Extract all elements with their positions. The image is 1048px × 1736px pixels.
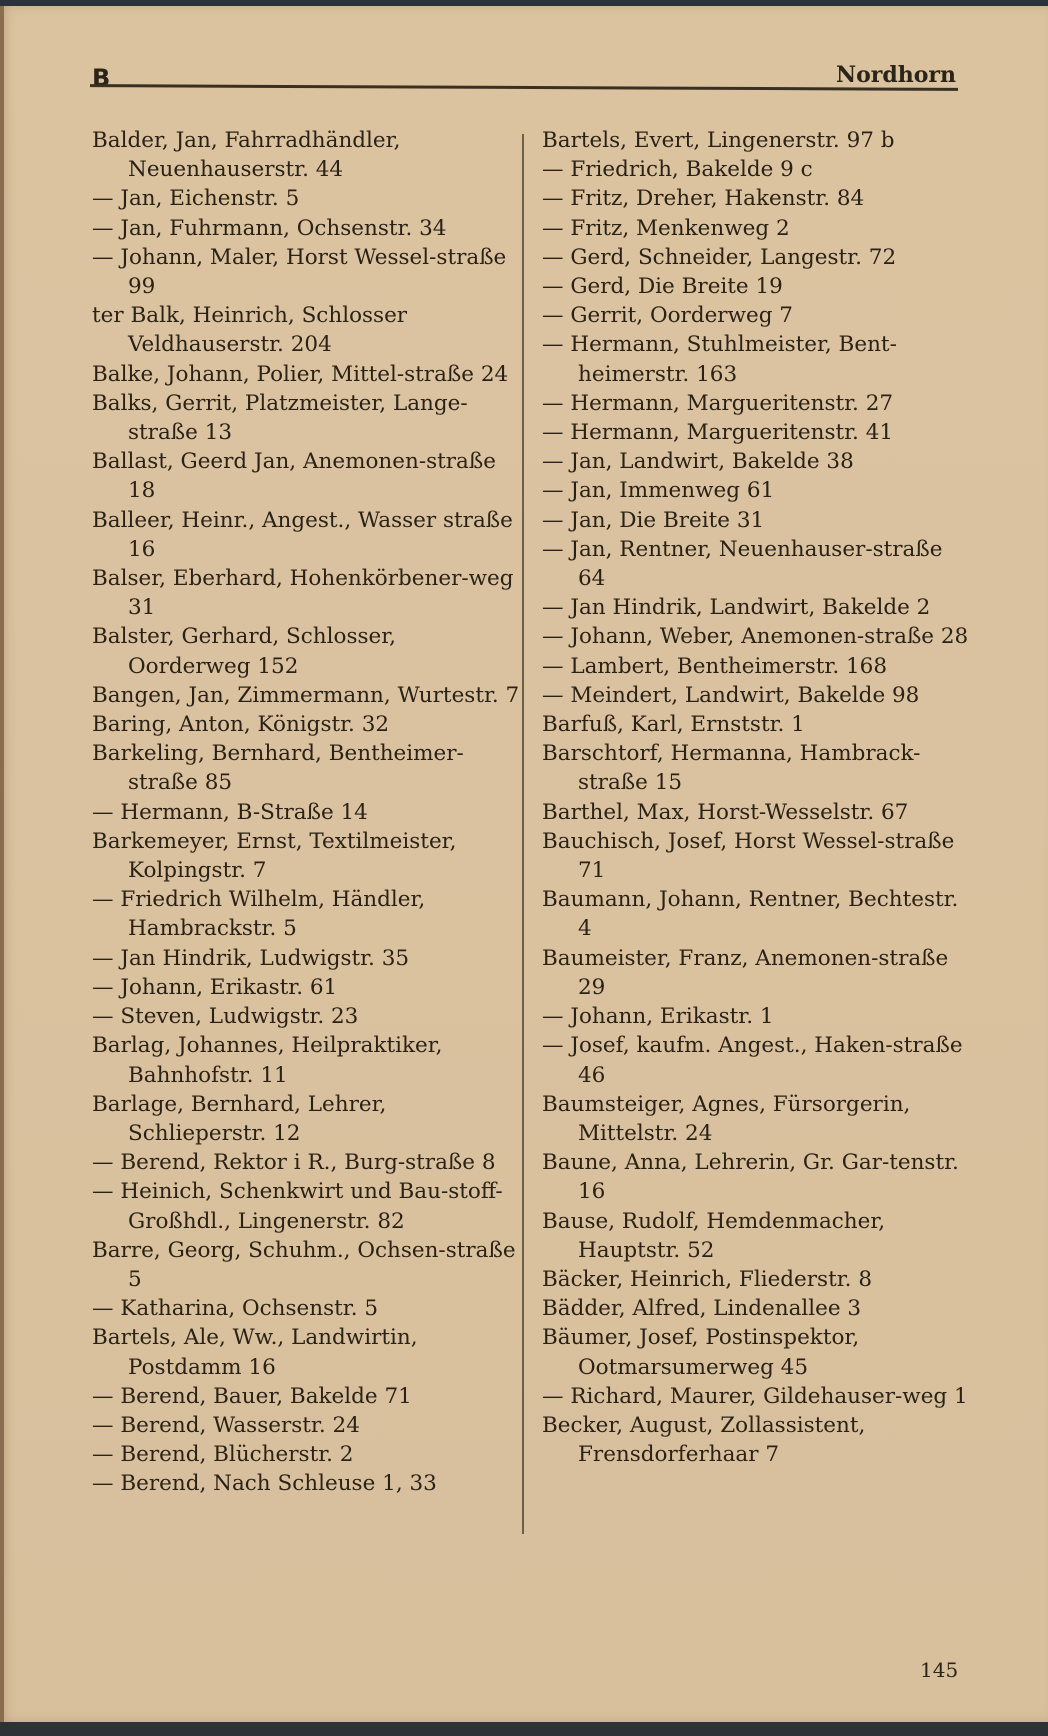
directory-entry: Bause, Rudolf, Hemdenmacher, Hauptstr. 52 bbox=[542, 1208, 886, 1263]
directory-entry: — Jan, Landwirt, Bakelde 38 bbox=[542, 449, 854, 475]
directory-entry: — Katharina, Ochsenstr. 5 bbox=[92, 1296, 379, 1322]
directory-entry: — Steven, Ludwigstr. 23 bbox=[92, 1004, 359, 1030]
left-column bbox=[92, 126, 522, 1499]
directory-entry: — Berend, Nach Schleuse 1, 33 bbox=[92, 1471, 437, 1497]
directory-entry: Bartels, Ale, Ww., Landwirtin, Postdamm 16 bbox=[92, 1325, 418, 1380]
directory-entry: — Hermann, Stuhlmeister, Bent-heimerstr. 163 bbox=[542, 332, 897, 387]
directory-entry: Barkemeyer, Ernst, Textilmeister, Kolpingstr. 7 bbox=[92, 828, 457, 884]
directory-entry: — Fritz, Dreher, Hakenstr. 84 bbox=[542, 186, 865, 212]
page-number: 145 bbox=[920, 1658, 959, 1682]
directory-entry: — Berend, Rektor i R., Burg-straße 8 bbox=[92, 1150, 496, 1176]
directory-entry: Bädder, Alfred, Lindenallee 3 bbox=[542, 1296, 862, 1322]
directory-entry: ter Balk, Heinrich, Schlosser Veldhauserstr. 204 bbox=[92, 303, 408, 358]
directory-entry: — Jan, Eichenstr. 5 bbox=[92, 186, 300, 212]
directory-entry: Bauchisch, Josef, Horst Wessel-straße 71 bbox=[542, 828, 955, 884]
directory-entry: — Gerd, Die Breite 19 bbox=[542, 274, 783, 300]
directory-entry: — Heinich, Schenkwirt und Bau-stoff-Großhdl., Lingenerstr. 82 bbox=[92, 1179, 503, 1234]
directory-entry: Balder, Jan, Fahrradhändler, Neuenhauserstr. 44 bbox=[92, 128, 401, 183]
directory-entry: Baune, Anna, Lehrerin, Gr. Gar-tenstr. 16 bbox=[542, 1150, 959, 1205]
directory-entry: Balke, Johann, Polier, Mittel-straße 24 bbox=[92, 361, 509, 387]
directory-entry: — Jan Hindrik, Ludwigstr. 35 bbox=[92, 945, 410, 971]
directory-entry: — Berend, Blücherstr. 2 bbox=[92, 1442, 354, 1468]
directory-entry: — Jan, Fuhrmann, Ochsenstr. 34 bbox=[92, 215, 447, 241]
directory-entry: — Fritz, Menkenweg 2 bbox=[542, 215, 790, 241]
directory-entry: Barthel, Max, Horst-Wesselstr. 67 bbox=[542, 799, 909, 825]
directory-entry: Baumeister, Franz, Anemonen-straße 29 bbox=[542, 945, 949, 1000]
directory-entry: — Johann, Erikastr. 1 bbox=[542, 1004, 774, 1030]
directory-entry: — Jan, Immenweg 61 bbox=[542, 478, 775, 504]
directory-entry: — Johann, Weber, Anemonen-straße 28 bbox=[542, 624, 969, 650]
directory-entry: — Johann, Maler, Horst Wessel-straße 99 bbox=[92, 244, 507, 300]
directory-entry: Baumann, Johann, Rentner, Bechtestr. 4 bbox=[542, 887, 959, 942]
column-divider bbox=[522, 134, 524, 1534]
directory-entry: — Friedrich Wilhelm, Händler, Hambrackstr. 5 bbox=[92, 887, 426, 942]
section-letter: B bbox=[92, 64, 111, 92]
directory-page bbox=[0, 6, 1048, 1722]
directory-entry: Balster, Gerhard, Schlosser, Oorderweg 152 bbox=[92, 624, 397, 679]
directory-entry: — Hermann, Margueritenstr. 41 bbox=[542, 420, 894, 446]
directory-entry: — Jan Hindrik, Landwirt, Bakelde 2 bbox=[542, 595, 931, 621]
directory-entry: Becker, August, Zollassistent, Frensdorferhaar 7 bbox=[542, 1412, 866, 1468]
directory-entry: Barlag, Johannes, Heilpraktiker, Bahnhofstr. 11 bbox=[92, 1033, 443, 1088]
directory-entry: Barkeling, Bernhard, Bentheimer-straße 85 bbox=[92, 741, 464, 796]
directory-entry: Bangen, Jan, Zimmermann, Wurtestr. 7 bbox=[92, 682, 520, 708]
directory-entry: Bäumer, Josef, Postinspektor, Ootmarsumerweg 45 bbox=[542, 1325, 860, 1380]
directory-entry: — Johann, Erikastr. 61 bbox=[92, 974, 338, 1000]
directory-entry: — Hermann, B-Straße 14 bbox=[92, 799, 368, 825]
directory-entry: Bartels, Evert, Lingenerstr. 97 b bbox=[542, 128, 895, 153]
directory-entry: Balks, Gerrit, Platzmeister, Lange-straße 13 bbox=[92, 390, 468, 446]
directory-entry: Balser, Eberhard, Hohenkörbener-weg 31 bbox=[92, 566, 514, 621]
directory-entry: — Berend, Bauer, Bakelde 71 bbox=[92, 1383, 412, 1409]
directory-entry: — Gerrit, Oorderweg 7 bbox=[542, 303, 793, 329]
directory-entry: Baumsteiger, Agnes, Fürsorgerin, Mittelstr. 24 bbox=[542, 1091, 911, 1146]
directory-entry: — Hermann, Margueritenstr. 27 bbox=[542, 390, 894, 416]
directory-entry: Ballast, Geerd Jan, Anemonen-straße 18 bbox=[92, 449, 496, 504]
directory-entry: — Friedrich, Bakelde 9 c bbox=[542, 157, 813, 183]
directory-entry: — Berend, Wasserstr. 24 bbox=[92, 1412, 360, 1438]
directory-entry: Balleer, Heinr., Angest., Wasser straße 16 bbox=[92, 507, 513, 562]
directory-entry: Bäcker, Heinrich, Fliederstr. 8 bbox=[542, 1266, 872, 1292]
directory-entry: — Richard, Maurer, Gildehauser-weg 1 bbox=[542, 1383, 968, 1409]
header-rule bbox=[90, 84, 958, 91]
directory-entry: — Josef, kaufm. Angest., Haken-straße 46 bbox=[542, 1033, 963, 1088]
directory-entry: — Jan, Rentner, Neuenhauser-straße 64 bbox=[542, 536, 943, 592]
running-head-city: Nordhorn bbox=[835, 62, 956, 88]
right-column bbox=[542, 126, 972, 1469]
directory-entry: Barschtorf, Hermanna, Hambrack-straße 15 bbox=[542, 741, 921, 796]
directory-entry: Barfuß, Karl, Ernststr. 1 bbox=[542, 712, 805, 738]
directory-entry: Barre, Georg, Schuhm., Ochsen-straße 5 bbox=[92, 1237, 516, 1292]
directory-entry: Baring, Anton, Königstr. 32 bbox=[92, 712, 390, 738]
directory-entry: — Meindert, Landwirt, Bakelde 98 bbox=[542, 682, 920, 708]
directory-entry: — Gerd, Schneider, Langestr. 72 bbox=[542, 244, 897, 270]
directory-entry: — Lambert, Bentheimerstr. 168 bbox=[542, 653, 888, 679]
directory-entry: — Jan, Die Breite 31 bbox=[542, 507, 765, 533]
directory-entry: Barlage, Bernhard, Lehrer, Schlieperstr. 12 bbox=[92, 1091, 387, 1146]
